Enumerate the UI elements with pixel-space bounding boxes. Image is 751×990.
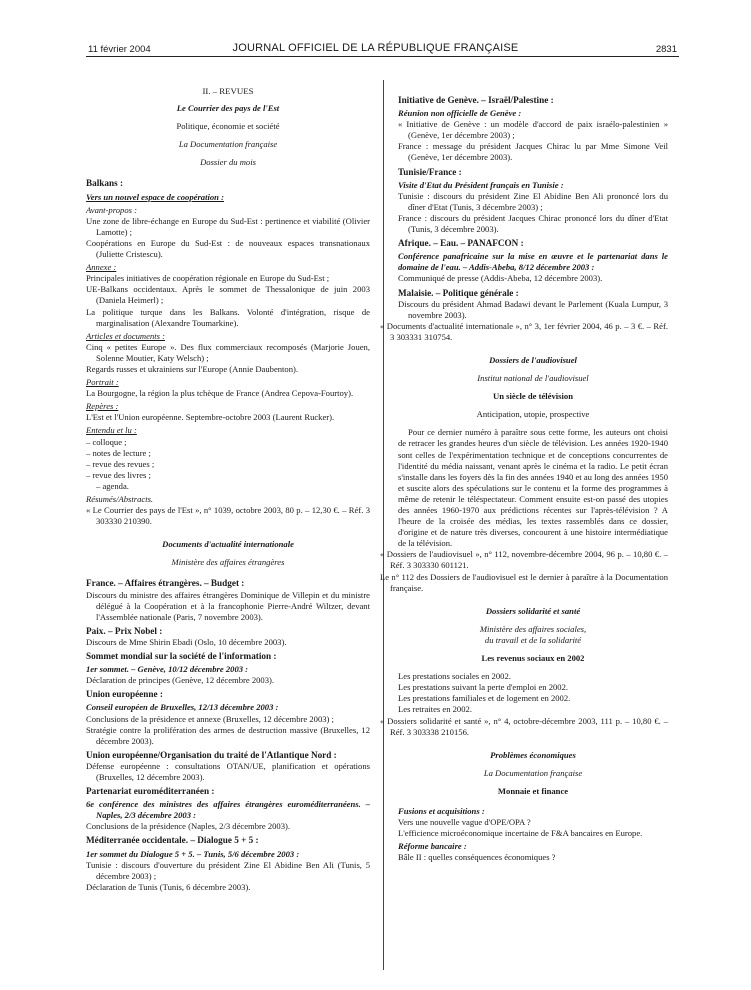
publisher: La Documentation française bbox=[483, 767, 583, 778]
heading-geneve: Initiative de Genève. – Israël/Palestine : bbox=[398, 95, 554, 105]
list-item: Les prestations sociales en 2002. bbox=[398, 671, 511, 682]
label-reperes: Repères : bbox=[86, 401, 119, 412]
list-item: Les prestations familiales et de logement en 2002. bbox=[398, 693, 571, 704]
label-articles: Articles et documents : bbox=[86, 330, 165, 341]
subheading-afrique: Conférence panafricaine sur la mise en œuvre et le partenariat dans le domaine de l'eau. – Addis-Abeba, 8/12 décembre 2003 : bbox=[398, 251, 668, 273]
list-item: Bâle II : quelles conséquences économiques ? bbox=[398, 852, 556, 863]
list-item: Les retraites en 2002. bbox=[398, 704, 472, 715]
label-annexe: Annexe : bbox=[86, 262, 117, 273]
list-item: France : discours du président Jacques Chirac prononcé lors du dîner d'Etat (Tunis, 3 décembre 2003). bbox=[398, 212, 668, 235]
subheading-geneve: Réunion non officielle de Genève : bbox=[398, 108, 522, 119]
column-divider bbox=[383, 80, 384, 970]
list-item: Communiqué de presse (Addis-Abeba, 12 décembre 2003). bbox=[398, 273, 603, 284]
heading-afrique: Afrique. – Eau. – PANAFCON : bbox=[398, 238, 524, 249]
page-header bbox=[0, 38, 751, 58]
heading-malaisie: Malaisie. – Politique générale : bbox=[398, 287, 519, 298]
heading-france: France. – Affaires étrangères. – Budget : bbox=[86, 578, 245, 589]
list-item: – notes de lecture ; bbox=[86, 447, 151, 458]
label-reforme: Réforme bancaire : bbox=[398, 841, 467, 852]
heading-otan: Union européenne/Organisation du traité de l'Atlantique Nord : bbox=[86, 749, 337, 760]
list-item: – revue des livres ; bbox=[86, 469, 151, 480]
summary-paragraph: Pour ce dernier numéro à paraître sous cette forme, les auteurs ont choisi de retracer les grandes heures d'un siècle de télévision. Les années 1920-1940 sont celles de l'expérimentation technique et de conceptions concurrentes de l'identité du média naissant, venant après le cinéma et la radio. Le petit écran s'installe dans les foyers dès la fin des années 1940 et au long des années 1950 et suscite alors des spéculations sur le contenu et la forme des programmes à même de retenir le téléspectateur. Comment ensuite est-on passé des utopies des années 1960-1970 aux prédictions récentes sur l'après-télévision ? A l'heure de la croisée des médias, les textes rassemblés dans ce dossier, d'origine et de nature très diverses, concourent à une histoire intermédiatique de la télévision. bbox=[398, 427, 668, 549]
label-fusions: Fusions et acquisitions : bbox=[398, 805, 485, 816]
note: Le n° 112 des Dossiers de l'audiovisuel est le dernier à paraître à la Documentation française. bbox=[380, 571, 668, 593]
review-title: Dossiers de l'audiovisuel bbox=[489, 354, 577, 365]
subheading-tunisie: Visite d'Etat du Président français en Tunisie : bbox=[398, 179, 564, 190]
list-item: Principales initiatives de coopération régionale en Europe du Sud-Est ; bbox=[86, 273, 330, 284]
label-avant-propos: Avant-propos : bbox=[86, 204, 137, 215]
list-item: – agenda. bbox=[96, 480, 129, 491]
list-item: Vers une nouvelle vague d'OPE/OPA ? bbox=[398, 817, 531, 828]
issue-subtitle: Anticipation, utopie, prospective bbox=[476, 409, 590, 420]
list-item: Défense européenne : consultations OTAN/UE, planification et opérations (Bruxelles, 12 décembre 2003). bbox=[86, 760, 370, 782]
header-rule bbox=[86, 56, 679, 57]
list-item: Discours du président Ahmad Badawi devant le Parlement (Kuala Lumpur, 3 novembre 2003). bbox=[398, 298, 668, 320]
heading-ue: Union européenne : bbox=[86, 689, 163, 700]
label-resumes: Résumés/Abstracts. bbox=[86, 494, 154, 504]
ministry: du travail et de la solidarité bbox=[484, 634, 582, 645]
subheading-medoc: 1er sommet du Dialogue 5 + 5. – Tunis, 5/6 décembre 2003 : bbox=[86, 848, 300, 859]
heading-euromed: Partenariat euroméditerranéen : bbox=[86, 786, 215, 797]
reference-line: « Le Courrier des pays de l'Est », n° 1039, octobre 2003, 80 p. – 12,30 €. – Réf. 3 303330 210390. bbox=[86, 505, 370, 527]
journal-title: JOURNAL OFFICIEL DE LA RÉPUBLIQUE FRANÇAISE bbox=[232, 42, 519, 54]
institute: Institut national de l'audiovisuel bbox=[477, 373, 589, 384]
right-column bbox=[380, 92, 668, 863]
list-item: Conclusions de la présidence (Naples, 2/3 décembre 2003). bbox=[86, 821, 291, 832]
publisher: La Documentation française bbox=[178, 139, 278, 150]
issue-title: Les revenus sociaux en 2002 bbox=[481, 653, 585, 664]
list-item: Conclusions de la présidence et annexe (Bruxelles, 12 décembre 2003) ; bbox=[86, 713, 334, 724]
list-item: La Bourgogne, la région la plus tchèque de France (Andrea Cepova-Fourtoy). bbox=[86, 388, 354, 399]
subheading-euromed: 6e conférence des ministres des affaires étrangères euroméditerranéens. – Naples, 2/3 décembre 2003 : bbox=[86, 799, 370, 821]
ministry: Ministère des affaires sociales, bbox=[479, 623, 587, 634]
heading-sommet: Sommet mondial sur la société de l'information : bbox=[86, 651, 277, 662]
list-item: Tunisie : discours du président Zine El Abidine Ben Ali prononcé lors du dîner d'Etat (Tunis, 3 décembre 2003) ; bbox=[398, 190, 668, 212]
review-title: Dossiers solidarité et santé bbox=[485, 605, 581, 616]
list-item: Stratégie contre la prolifération des armes de destruction massive (Bruxelles, 12 décembre 2003). bbox=[86, 724, 370, 746]
reference-line: « Dossiers de l'audiovisuel », n° 112, novembre-décembre 2004, 96 p. – 10,80 €. – Réf. 3 303330 601121. bbox=[380, 549, 668, 571]
heading-medoc: Méditerranée occidentale. – Dialogue 5 + 5 : bbox=[86, 835, 259, 846]
heading-balkans: Balkans : bbox=[86, 178, 124, 189]
heading-theme: Vers un nouvel espace de coopération : bbox=[86, 191, 224, 202]
reference-line: « Documents d'actualité internationale », n° 3, 1er février 2004, 46 p. – 3 €. – Réf. 3 303331 310754. bbox=[380, 320, 668, 342]
subheading-sommet: 1er sommet. – Genève, 10/12 décembre 2003 : bbox=[86, 664, 249, 675]
issue-title: Monnaie et finance bbox=[497, 785, 569, 796]
heading-paix: Paix. – Prix Nobel : bbox=[86, 625, 163, 636]
list-item: – revue des revues ; bbox=[86, 458, 155, 469]
header-date: 11 février 2004 bbox=[88, 44, 151, 55]
section-title: II. – REVUES bbox=[202, 86, 254, 96]
list-item: L'efficience microéconomique incertaine de F&A bancaires en Europe. bbox=[398, 828, 643, 839]
list-item: Discours de Mme Shirin Ebadi (Oslo, 10 décembre 2003). bbox=[86, 636, 287, 647]
list-item: Les prestations suivant la perte d'emploi en 2002. bbox=[398, 682, 569, 693]
label-entendu: Entendu et lu : bbox=[86, 425, 137, 436]
list-item: UE-Balkans occidentaux. Après le sommet de Thessalonique de juin 2003 (Daniela Heimerl) ; bbox=[86, 284, 370, 306]
list-item: « Initiative de Genève : un modèle d'accord de paix israélo-palestinien » (Genève, 1er décembre 2003) ; bbox=[398, 119, 668, 141]
list-item: France : message du président Jacques Chirac lu par Mme Simone Veil (Genève, 1er décembre 2003). bbox=[398, 141, 668, 163]
list-item: Cinq « petites Europe ». Des flux commerciaux recomposés (Marjorie Jouen, Solenne Moutier, Katy Welsch) ; bbox=[86, 341, 370, 363]
review-subtitle: Politique, économie et société bbox=[176, 121, 280, 132]
heading-tunisie: Tunisie/France : bbox=[398, 166, 462, 177]
ministry: Ministère des affaires étrangères bbox=[171, 557, 285, 568]
list-item: Une zone de libre-échange en Europe du Sud-Est : pertinence et viabilité (Olivier Lamotte) ; bbox=[86, 215, 370, 237]
review-title: Documents d'actualité internationale bbox=[162, 539, 294, 550]
list-item: Coopérations en Europe du Sud-Est : de nouveaux espaces transnationaux (Juliette Cristescu). bbox=[86, 237, 370, 260]
page-number: 2831 bbox=[655, 44, 677, 55]
left-column bbox=[86, 86, 370, 893]
label-portrait: Portrait : bbox=[86, 377, 119, 388]
list-item: – colloque ; bbox=[86, 436, 127, 447]
list-item: Déclaration de Tunis (Tunis, 6 décembre 2003). bbox=[86, 881, 251, 892]
list-item: L'Est et l'Union européenne. Septembre-octobre 2003 (Laurent Rucker). bbox=[86, 412, 335, 423]
list-item: La politique turque dans les Balkans. Volonté d'intégration, risque de marginalisation (Alexandre Toumarkine). bbox=[86, 306, 370, 328]
list-item: Discours du ministre des affaires étrangères Dominique de Villepin et du ministre délégué à la Coopération et à la francophonie Pierre-André Wiltzer, devant l'Assemblée nationale (Paris, 7 novembre 2003). bbox=[86, 589, 370, 622]
review-title: Le Courrier des pays de l'Est bbox=[176, 103, 280, 114]
dossier-label: Dossier du mois bbox=[200, 157, 256, 168]
reference-line: « Dossiers solidarité et santé », n° 4, octobre-décembre 2003, 111 p. – 10,80 €. – Réf. 3 303338 210156. bbox=[380, 715, 668, 737]
review-title: Problèmes économiques bbox=[490, 749, 576, 760]
list-item: Regards russes et ukrainiens sur l'Europe (Annie Daubenton). bbox=[86, 363, 299, 374]
list-item: Tunisie : discours d'ouverture du président Zine El Abidine Ben Ali (Tunis, 5 décembre 2003) ; bbox=[86, 859, 370, 881]
issue-title: Un siècle de télévision bbox=[493, 391, 573, 402]
subheading-ue: Conseil européen de Bruxelles, 12/13 décembre 2003 : bbox=[86, 702, 279, 713]
list-item: Déclaration de principes (Genève, 12 décembre 2003). bbox=[86, 675, 275, 686]
